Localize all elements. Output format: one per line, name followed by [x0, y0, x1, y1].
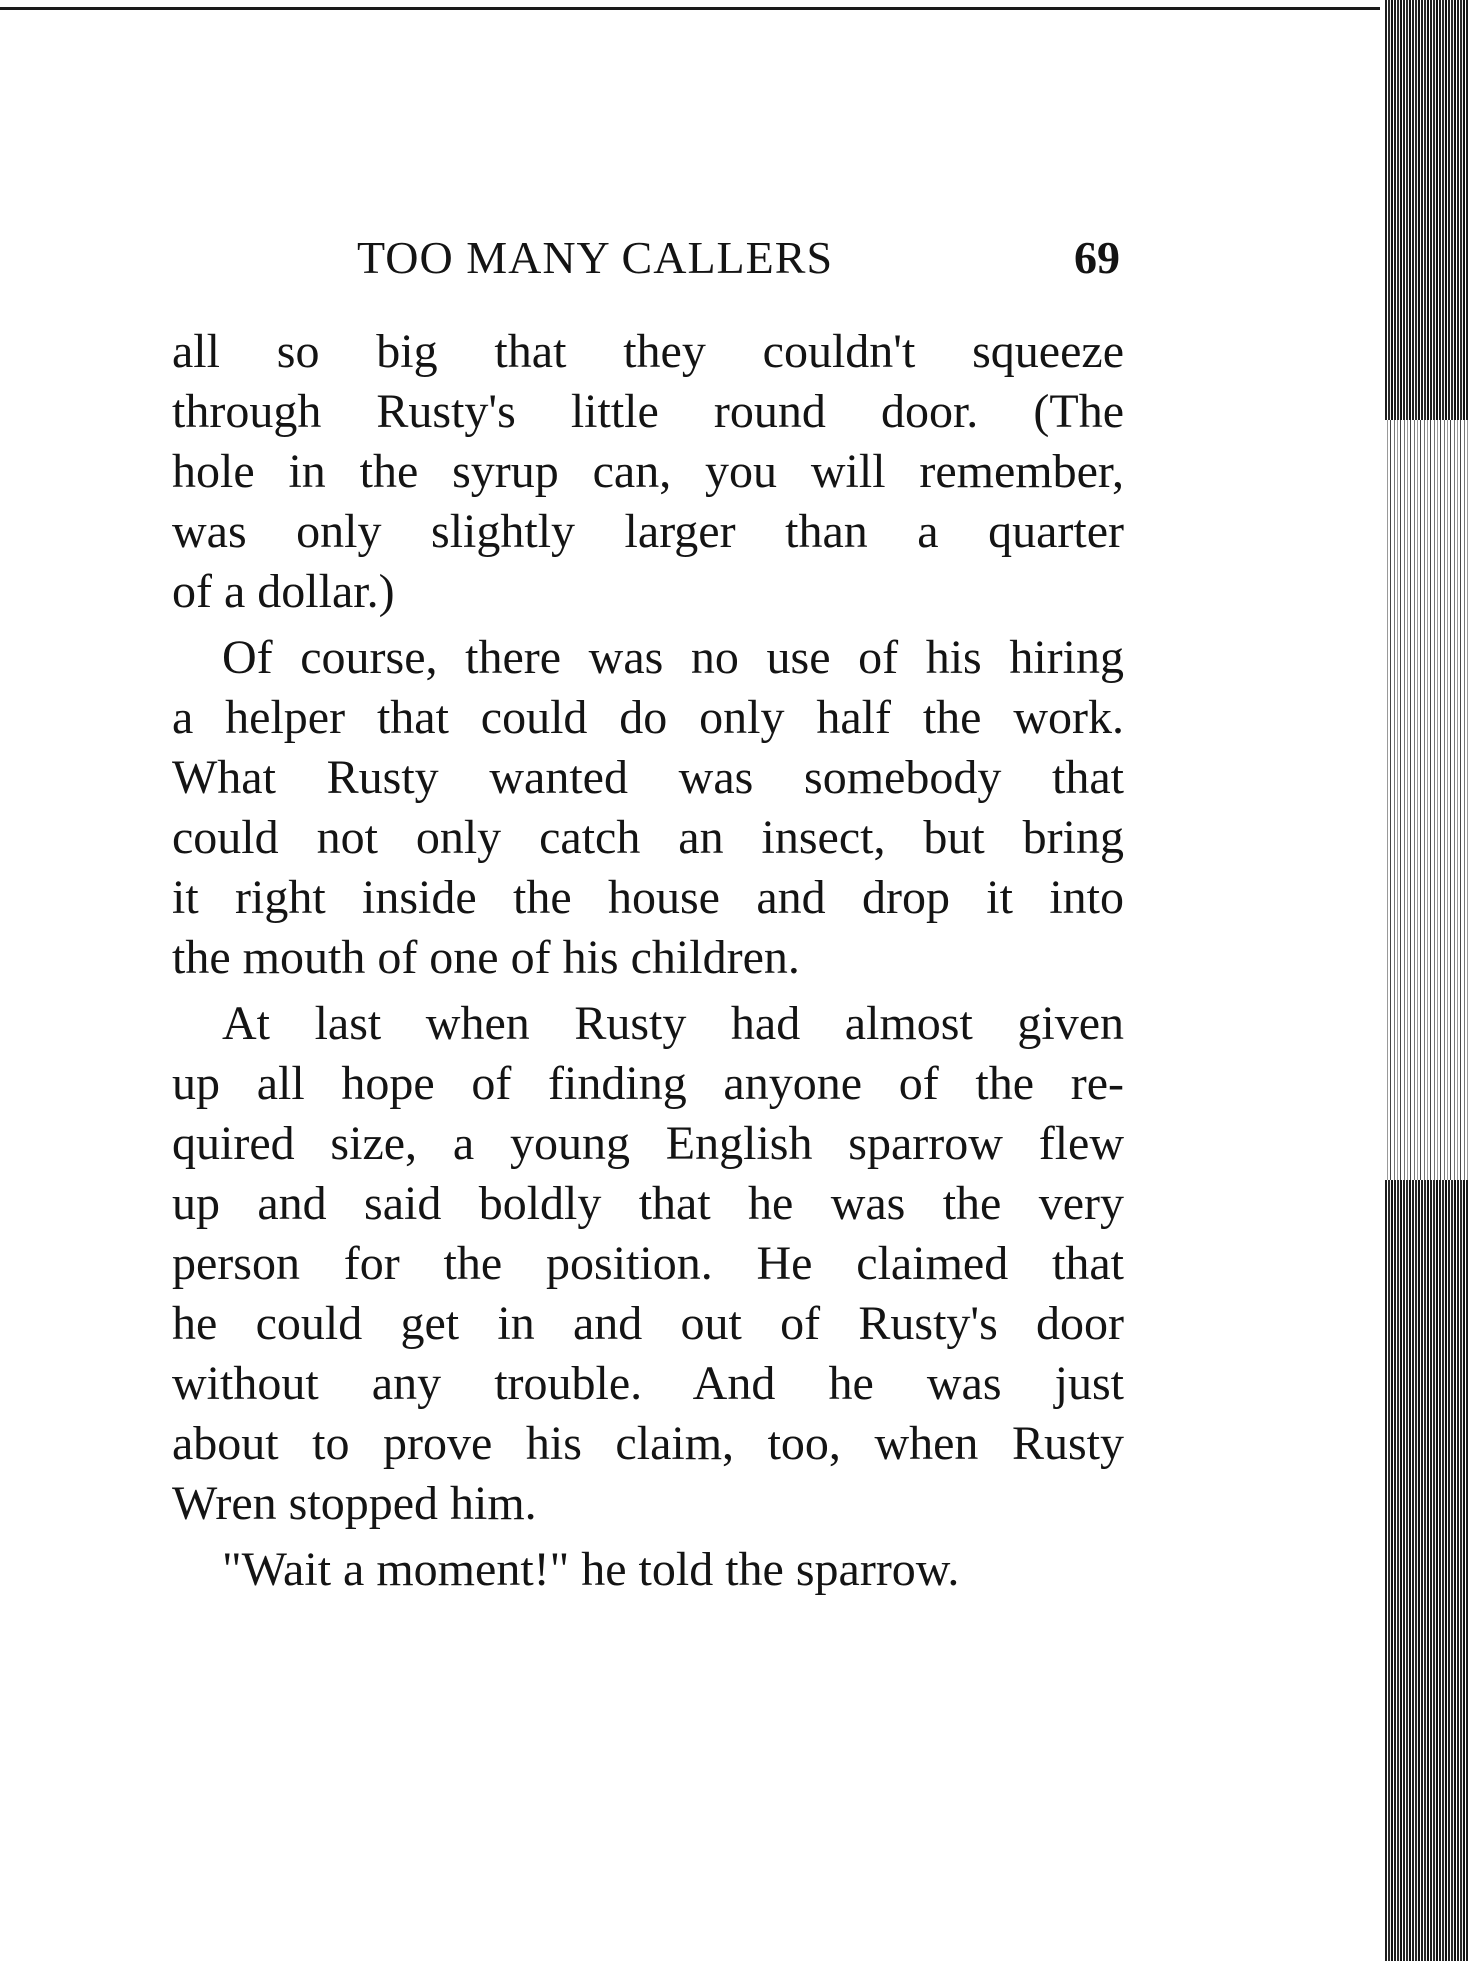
binding-edge-dark-bottom [1385, 1180, 1469, 1961]
running-title: TOO MANY CALLERS [357, 232, 834, 283]
text-line: could not only catch an insect, but bring [172, 811, 1124, 864]
text-line: Of course, there was no use of his hiring [222, 631, 1124, 684]
text-line: At last when Rusty had almost given [222, 997, 1124, 1050]
text-line: he could get in and out of Rusty's door [172, 1297, 1124, 1350]
binding-edge-dark-top [1385, 0, 1469, 420]
text-line: up all hope of finding anyone of the re- [172, 1057, 1124, 1110]
body-text [172, 322, 1124, 1606]
text-line: was only slightly larger than a quarter [172, 505, 1124, 558]
text-line: What Rusty wanted was somebody that [172, 751, 1124, 804]
paragraph-3 [172, 994, 1124, 1534]
text-line: "Wait a moment!" he told the sparrow. [222, 1543, 960, 1596]
text-line: through Rusty's little round door. (The [172, 385, 1124, 438]
text-line: without any trouble. And he was just [172, 1357, 1124, 1410]
page-number: 69 [1074, 232, 1120, 283]
text-line: person for the position. He claimed that [172, 1237, 1124, 1290]
text-line: it right inside the house and drop it into [172, 871, 1124, 924]
text-line: quired size, a young English sparrow flew [172, 1117, 1124, 1170]
text-line: a helper that could do only half the work. [172, 691, 1124, 744]
text-line: all so big that they couldn't squeeze [172, 325, 1124, 378]
text-line: of a dollar.) [172, 565, 395, 618]
page-header [172, 228, 1124, 288]
top-border-line [0, 7, 1380, 10]
paragraph-2 [172, 628, 1124, 988]
text-line: the mouth of one of his children. [172, 931, 800, 984]
paragraph-4 [172, 1540, 1124, 1600]
text-line: up and said boldly that he was the very [172, 1177, 1124, 1230]
text-line: about to prove his claim, too, when Rusty [172, 1417, 1124, 1470]
paragraph-1 [172, 322, 1124, 622]
text-line: Wren stopped him. [172, 1477, 537, 1530]
text-line: hole in the syrup can, you will remember, [172, 445, 1124, 498]
